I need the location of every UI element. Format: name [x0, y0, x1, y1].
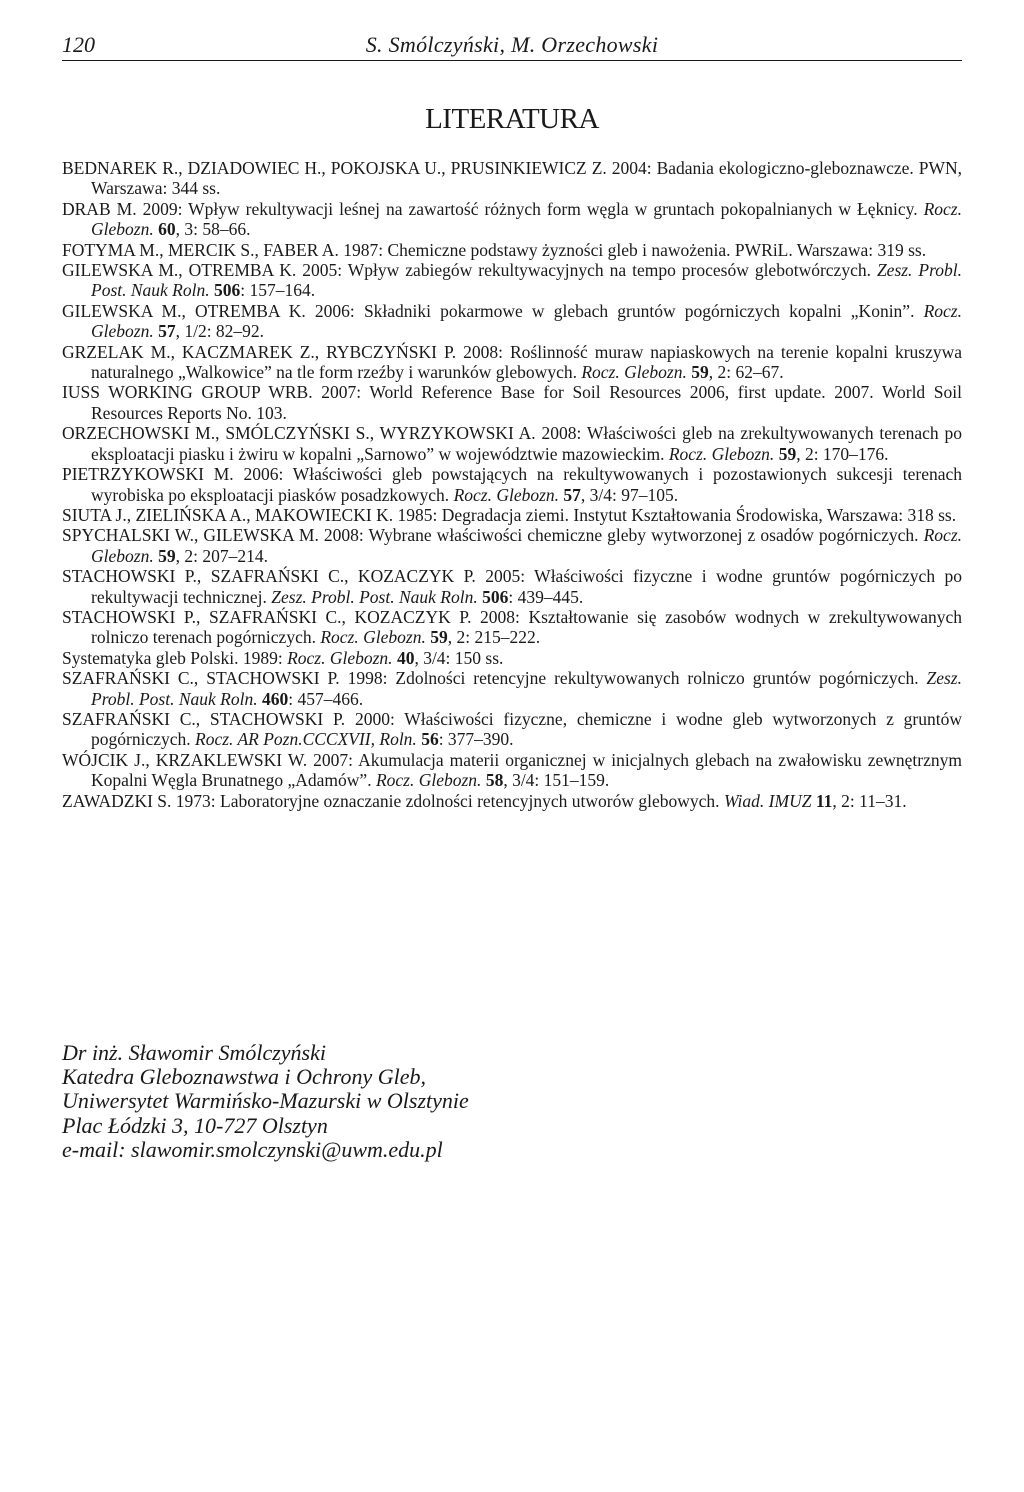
reference-journal: Wiad. IMUZ	[723, 790, 812, 811]
reference-pages: , 2: 62–67.	[708, 362, 784, 383]
author-university: Uniwersytet Warmińsko-Mazurski w Olsztynie	[62, 1088, 469, 1114]
reference-pages: , 3: 58–66.	[175, 219, 251, 240]
reference-list	[62, 158, 962, 811]
reference-volume: 11	[811, 790, 833, 811]
reference-entry	[62, 382, 962, 423]
reference-text: 2008: Wybrane właściwości chemiczne gleby wytworzonej z osadów pogórniczych.	[318, 525, 924, 546]
reference-authors: BEDNAREK R., DZIADOWIEC H., POKOJSKA U., PRUSINKIEWICZ Z.	[62, 158, 607, 178]
reference-text: 2006: Właściwości gleb powstających na rekultywowanych i pozostawionych sukcesji terenach wyrobiska po eksploatacji piasków posadzkowych.	[91, 464, 962, 505]
reference-text: 2008: Kształtowanie się zasobów wodnych w zrekultywowanych rolniczo terenach pogórniczych.	[91, 606, 962, 648]
reference-volume: 58	[481, 770, 504, 791]
running-head: S. Smólczyński, M. Orzechowski	[365, 32, 659, 57]
reference-volume: 460	[257, 688, 289, 709]
reference-pages: : 157–164.	[240, 280, 316, 301]
reference-entry	[62, 240, 962, 260]
reference-journal: Rocz. Glebozn.	[91, 198, 962, 240]
reference-volume: 57	[153, 321, 176, 342]
reference-journal: Rocz. Glebozn.	[375, 770, 482, 791]
reference-volume: 59	[153, 545, 176, 566]
reference-text: 2008: Roślinność muraw napiaskowych na terenie kopalni kruszywa naturalnego „Walkowice” na tle form rzeźby i warunków glebowych.	[91, 341, 963, 383]
reference-authors: DRAB M.	[62, 198, 137, 219]
reference-pages: , 1/2: 82–92.	[175, 321, 265, 342]
reference-volume: 59	[774, 443, 797, 464]
reference-pages: : 439–445.	[508, 586, 584, 607]
reference-volume: 59	[425, 627, 448, 648]
reference-pages: , 2: 215–222.	[447, 627, 541, 648]
page-header	[62, 28, 962, 61]
reference-text: 2007: World Reference Base for Soil Resources 2006, first update. 2007. World Soil Resources Reports No. 103.	[91, 382, 962, 423]
reference-pages: , 3/4: 150 ss.	[414, 647, 504, 668]
author-address: Plac Łódzki 3, 10-727 Olsztyn	[62, 1112, 328, 1138]
reference-text: 2005: Właściwości fizyczne i wodne gruntów pogórniczych po rekultywacji technicznej.	[91, 566, 963, 607]
reference-entry	[62, 668, 962, 709]
reference-authors: PIETRZYKOWSKI M.	[62, 464, 234, 485]
reference-text: 1973: Laboratoryjne oznaczanie zdolności retencyjnych utworów glebowych.	[171, 790, 724, 811]
reference-text: 1985: Degradacja ziemi. Instytut Kształtowania Środowiska, Warszawa: 318 ss.	[393, 504, 957, 525]
section-title: LITERATURA	[425, 103, 599, 135]
reference-authors: FOTYMA M., MERCIK S., FABER A.	[62, 239, 339, 260]
reference-volume: 59	[686, 362, 709, 383]
reference-entry	[62, 464, 962, 505]
reference-journal: Zesz. Probl. Post. Nauk Roln.	[91, 668, 962, 709]
reference-journal: Rocz. Glebozn.	[668, 443, 775, 464]
author-contact	[62, 1041, 962, 1162]
reference-volume: 40	[392, 647, 415, 668]
reference-entry	[62, 566, 962, 607]
reference-entry	[62, 750, 962, 791]
reference-journal: Zesz. Probl. Post. Nauk Roln.	[271, 586, 478, 607]
reference-text: 2008: Właściwości gleb na zrekultywowanych terenach po eksploatacji piasku i żwiru w kopalni „Sarnowo” w województwie mazowieckim.	[91, 423, 963, 464]
reference-pages: : 377–390.	[438, 729, 514, 750]
reference-authors: SZAFRAŃSKI C., STACHOWSKI P.	[62, 708, 346, 729]
reference-entry	[62, 709, 962, 750]
reference-text: 1987: Chemiczne podstawy żyzności gleb i nawożenia. PWRiL. Warszawa: 319 ss.	[338, 239, 927, 260]
reference-volume: 506	[209, 280, 241, 301]
reference-volume: 60	[153, 219, 176, 240]
reference-authors: IUSS WORKING GROUP WRB.	[62, 382, 313, 403]
reference-entry	[62, 158, 962, 199]
reference-entry	[62, 423, 962, 464]
reference-text: 2000: Właściwości fizyczne, chemiczne i wodne gleb wytworzonych z gruntów pogórniczych.	[91, 708, 962, 750]
reference-volume: 57	[559, 484, 581, 505]
author-name: Dr inż. Sławomir Smólczyński	[62, 1040, 326, 1065]
reference-authors: GILEWSKA M., OTREMBA K.	[62, 260, 297, 281]
reference-entry	[62, 791, 962, 811]
reference-authors: STACHOWSKI P., SZAFRAŃSKI C., KOZACZYK P.	[62, 566, 476, 587]
reference-journal: Rocz. Glebozn.	[453, 484, 560, 505]
reference-pages: , 2: 11–31.	[832, 790, 907, 811]
page-number: 120	[62, 32, 95, 57]
reference-authors: GILEWSKA M., OTREMBA K.	[62, 300, 306, 321]
reference-pages: , 3/4: 97–105.	[580, 484, 679, 505]
reference-journal: Zesz. Probl. Post. Nauk Roln.	[91, 260, 962, 301]
reference-authors: SIUTA J., ZIELIŃSKA A., MAKOWIECKI K.	[62, 504, 394, 525]
reference-text: 1989:	[238, 647, 288, 668]
reference-journal: Rocz. Glebozn.	[91, 300, 962, 342]
reference-text: 2009: Wpływ rekultywacji leśnej na zawartość różnych form węgla w gruntach pokopalnianych w Łęknicy.	[136, 198, 924, 219]
reference-entry	[62, 199, 962, 240]
reference-volume: 56	[416, 729, 439, 750]
reference-entry	[62, 525, 962, 566]
reference-text: 2005: Wpływ zabiegów rekultywacyjnych na tempo procesów glebotwórczych.	[296, 260, 877, 281]
reference-journal: Rocz. Glebozn.	[91, 525, 963, 566]
reference-authors: ZAWADZKI S.	[62, 790, 172, 811]
reference-text: 2006: Składniki pokarmowe w glebach gruntów pogórniczych kopalni „Konin”.	[305, 300, 924, 321]
reference-authors: GRZELAK M., KACZMAREK Z., RYBCZYŃSKI P.	[62, 341, 457, 362]
reference-pages: , 2: 170–176.	[796, 443, 889, 464]
reference-authors: Systematyka gleb Polski.	[62, 647, 239, 668]
reference-pages: , 2: 207–214.	[175, 545, 268, 566]
reference-authors: SPYCHALSKI W., GILEWSKA M.	[62, 525, 319, 546]
reference-entry	[62, 505, 962, 525]
reference-authors: SZAFRAŃSKI C., STACHOWSKI P.	[62, 668, 340, 689]
reference-entry	[62, 648, 962, 668]
reference-volume: 506	[477, 586, 509, 607]
reference-authors: STACHOWSKI P., SZAFRAŃSKI C., KOZACZYK P.	[62, 606, 472, 627]
page	[62, 0, 962, 1492]
reference-authors: WÓJCIK J., KRZAKLEWSKI W.	[62, 749, 308, 770]
reference-journal: Rocz. AR Pozn.CCCXVII, Roln.	[195, 729, 417, 750]
reference-entry	[62, 607, 962, 648]
reference-entry	[62, 342, 962, 383]
reference-journal: Rocz. Glebozn.	[320, 627, 426, 648]
reference-entry	[62, 260, 962, 301]
author-email: e-mail: slawomir.smolczynski@uwm.edu.pl	[62, 1136, 443, 1162]
author-department: Katedra Gleboznawstwa i Ochrony Gleb,	[62, 1064, 426, 1090]
reference-text: 2007: Akumulacja materii organicznej w inicjalnych glebach na zwałowisku zewnętrznym Kopalni Węgla Brunatnego „Adamów”.	[91, 749, 962, 791]
reference-text: 2004: Badania ekologiczno-gleboznawcze. PWN, Warszawa: 344 ss.	[91, 158, 962, 199]
reference-journal: Rocz. Glebozn.	[581, 362, 687, 383]
reference-entry	[62, 301, 962, 342]
reference-authors: ORZECHOWSKI M., SMÓLCZYŃSKI S., WYRZYKOWSKI A.	[62, 423, 536, 444]
reference-text: 1998: Zdolności retencyjne rekultywowanych rolniczo gruntów pogórniczych.	[339, 668, 927, 689]
reference-pages: : 457–466.	[288, 688, 364, 709]
reference-journal: Rocz. Glebozn.	[287, 647, 393, 668]
reference-pages: , 3/4: 151–159.	[503, 770, 610, 791]
